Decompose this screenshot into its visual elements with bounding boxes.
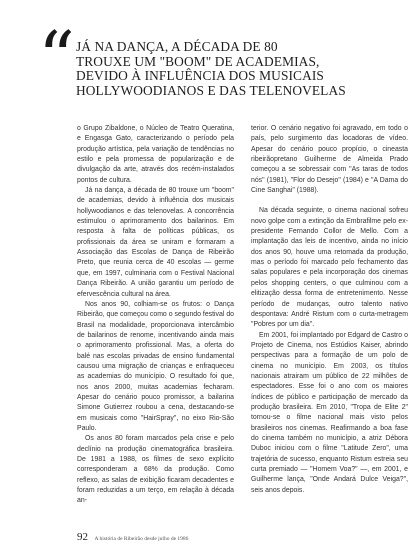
body-column-left: [77, 124, 234, 507]
page-footer: [77, 527, 188, 545]
pull-quote-line: DEVIDO À INFLUÊNCIA DOS MUSICAIS: [76, 68, 324, 84]
paragraph: Em 2001, foi implantado por Edgard de Castro o Projeto de Cinema, nos Estúdios Kaiser, abrindo perspectivas para a formação de um polo de cinema no município. Em 2003, os títulos nacionais atrairam um público de 22 milhões de espectadores. Esse foi o ano com os maiores índices de público e participação de mercado da produção brasileira. Em 2010, "Tropa de Elite 2" tornou-se o filme nacional mais visto pelos brasileiros nos cinemas. Reafirmando a boa fase do cinema também no município, a atriz Débora Duboc iniciou com o filme "Latitude Zero", uma trajetória de sucesso, enquanto Ristum estreia seu curta premiado — "Homem Voa?" —, em 2001, e Guilherme lança, "Onde Andará Dulce Veiga?", seis anos depois.: [251, 331, 408, 494]
paragraph: Nos anos 90, colhiam-se os frutos: o Dança Ribeirão, que começou como o segundo festival do Brasil na modalidade, proporcionava intercâmbio de bailarinos de renome, incentivando ainda mais o aprimoramento profissional. Mas, a oferta do balé nas escolas privadas de ensino fundamental causou uma migração de crianças e enfraqueceu as academias do município. O resultado foi que, nos anos 2000, muitas academias fecharam. Apesar do cenário pouco promissor, a bailarina Simone Gutierrez roubou a cena, destacando-se em musicais como "HairSpray", no eixo Rio-São Paulo.: [77, 300, 234, 432]
running-title: A história de Ribeirão desde julho de 1986: [94, 536, 189, 542]
pull-quote-line: TROUXE UM "BOOM" DE ACADEMIAS,: [76, 53, 320, 69]
pull-quote-line: JÁ NA DANÇA, A DÉCADA DE 80: [76, 39, 278, 54]
paragraph: terior. O cenário negativo foi agravado, em todo o país, pelo surgimento das locadoras de vídeo. Apesar do cenário pouco propício, o cineasta ribeirãopretano Guilherme de Almeida Prado começou a se sobressair com "As taras de todos nós" (1981), "Flor do Desejo" (1984) e "A Dama do Cine Sanghai" (1988).: [251, 125, 408, 195]
paragraph: Na década seguinte, o cinema nacional sofreu novo golpe com a extinção da Embrafilme pelo ex-presidente Fernando Collor de Mello. Com a implantação das leis de incentivo, ainda no início dos anos 90, houve uma retomada da produção, mas o período foi marcado pelo fechamento das salas populares e pela incorporação dos cinemas pelos shopping centers, o que culminou com a elitização dessa forma de entretenimento. Nesse período de mudanças, outro talento nativo despontava: André Ristum com o curta-metragem "Pobres por um dia".: [251, 207, 408, 329]
pull-quote: [76, 40, 396, 98]
pull-quote-line: HOLLYWOODIANOS E DAS TELENOVELAS: [76, 82, 346, 98]
quote-mark: “: [38, 16, 75, 100]
paragraph: Já na dança, a década de 80 trouxe um "boom" de academias, devido à influência dos musicais hollywoodianos e das telenovelas. A concorrência estimulou o aprimoramento dos bailarinos. Em resposta à falta de políticas públicas, os profissionais da área se uniram e formaram a Associação das Escolas de Dança de Ribeirão Preto, que reunia cerca de 40 escolas — germe que, em 1997, culminaria com o Festival Nacional Dança Ribeirão. A união garantiu um período de efervescência cultural na área.: [77, 187, 234, 298]
paragraph: o Grupo Zibaldone, o Núcleo de Teatro Queratina, e Engasga Gato, caracterizando o período pela produção artística, pela variação de tendências no estilo e pela promessa de popularização e de divulgação da arte, através dos recém-instalados pontos de cultura.: [77, 125, 234, 184]
body-column-right: [251, 124, 408, 496]
page-number: 92: [77, 531, 88, 543]
paragraph: Os anos 80 foram marcados pela crise e pelo declínio na produção cinematográfica brasileira. De 1981 a 1988, os filmes de sexo explícito corresponderam a 68% da produção. Como reflexo, as salas de exibição ficaram decadentes e foram reduzidas a um terço, em relação à década an-: [77, 435, 234, 505]
